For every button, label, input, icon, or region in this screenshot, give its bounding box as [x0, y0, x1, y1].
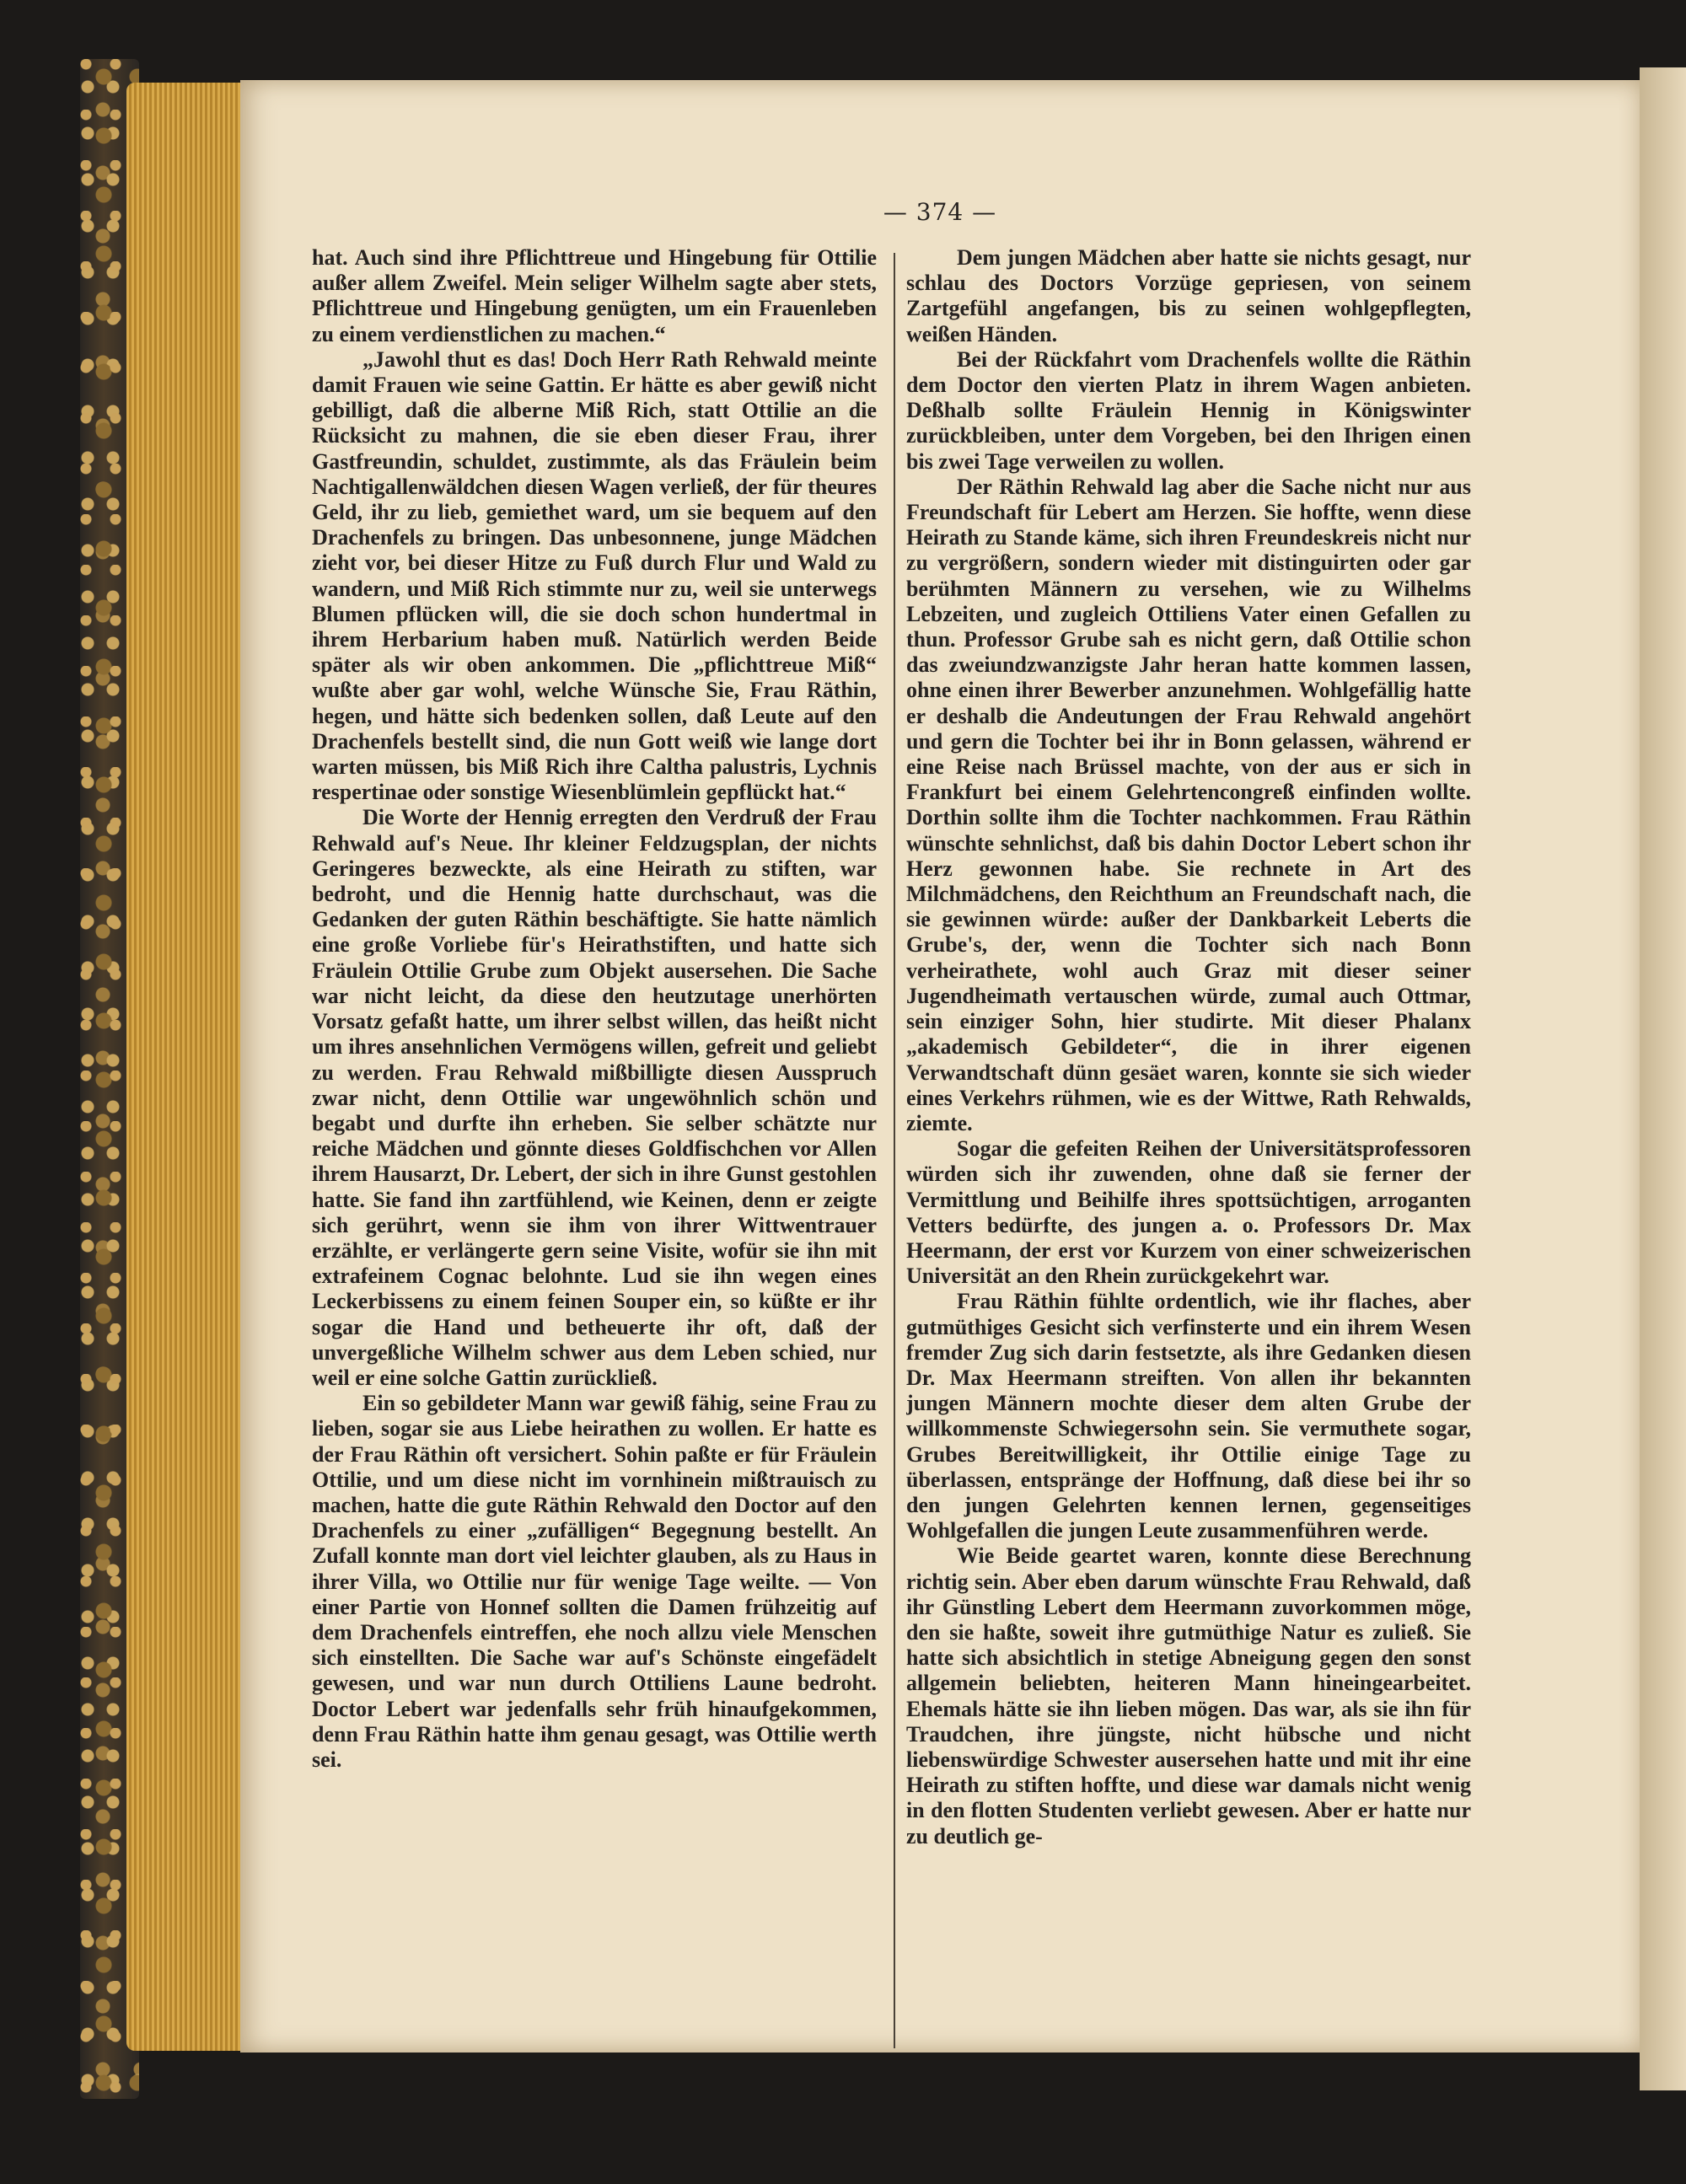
- paragraph: hat. Auch sind ihre Pflichttreue und Hingebung für Ottilie außer allem Zweifel. Mein seliger Wilhelm sagte aber stets, Pflichttreue und Hingebung genügten, um ein Frauenleben zu einem verdienstlichen zu machen.“: [312, 245, 877, 346]
- paragraph: Bei der Rückfahrt vom Drachenfels wollte die Räthin dem Doctor den vierten Platz in ihrem Wagen anbieten. Deßhalb sollte Fräulein Hennig in Königswinter zurückbleiben, unter dem Vorgeben, bei den Ihrigen einen bis zwei Tage verweilen zu wollen.: [906, 346, 1471, 474]
- book-page: [240, 80, 1640, 2053]
- right-text-column: [906, 245, 1471, 2058]
- page-edges: [126, 83, 244, 2051]
- paragraph: Sogar die gefeiten Reihen der Universitätsprofessoren würden sich ihr zuwenden, ohne daß sie ferner der Vermittlung und Beihilfe ihres spottsüchtigen, arroganten Vetters bedürfte, des jungen a. o. Professors Dr. Max Heermann, der erst vor Kurzem von einer schweizerischen Universität an den Rhein zurückgekehrt war.: [906, 1136, 1471, 1289]
- paragraph: Ein so gebildeter Mann war gewiß fähig, seine Frau zu lieben, sogar sie aus Liebe heirathen zu wollen. Er hatte es der Frau Räthin oft versichert. Sohin paßte er für Fräulein Ottilie, und um diese nicht im vornhinein mißtrauisch zu machen, hatte die gute Räthin Rehwald den Doctor auf den Drachenfels zu einer „zufälligen“ Begegnung bestellt. An Zufall konnte man dort viel leichter glauben, als zu Haus in ihrer Villa, wo Ottilie nur für wenige Tage weilte. — Von einer Partie von Honnef sollten die Damen frühzeitig auf dem Drachenfels eintreffen, ehe noch allzu viele Menschen sich einstellten. Die Sache war auf's Schönste eingefädelt gewesen, und war nun durch Ottiliens Laune bedroht. Doctor Lebert war jedenfalls sehr früh hinaufgekommen, denn Frau Räthin hatte ihm genau gesagt, was Ottilie werth sei.: [312, 1391, 877, 1772]
- left-text-column: [312, 245, 877, 2058]
- facing-page-edge: [1640, 67, 1686, 2090]
- paragraph: Der Räthin Rehwald lag aber die Sache nicht nur aus Freundschaft für Lebert am Herzen. Sie hoffte, wenn diese Heirath zu Stande käme, sich ihren Freundeskreis nicht nur zu vergrößern, sondern wieder mit distinguirten oder gar berühmten Männern zu versehen, wie zu Wilhelms Lebzeiten, und zugleich Ottiliens Vater einen Gefallen zu thun. Professor Grube sah es nicht gern, daß Ottilie schon das zweiundzwanzigste Jahr heran hatte kommen lassen, ohne einen ihrer Bewerber anzunehmen. Wohlgefällig hatte er deshalb die Andeutungen der Frau Rehwald angehört und gern die Tochter bei ihr in Bonn gelassen, während er eine Reise nach Brüssel machte, von der aus er sich in Frankfurt bei einem Gelehrtencongreß einfinden wollte. Dorthin sollte ihm die Tochter nachkommen. Frau Räthin wünschte sehnlichst, daß bis dahin Doctor Lebert schon ihr Herz gewonnen habe. Sie rechnete in Art des Milchmädchens, den Reichthum an Freundschaft nach, die sie gewinnen würde: außer der Dankbarkeit Leberts die Grube's, der, wenn die Tochter sich nach Bonn verheirathete, wohl auch Graz mit dieser seiner Jugendheimath vertauschen würde, zumal auch Ottmar, sein einziger Sohn, hier studirte. Mit dieser Phalanx „akademisch Gebildeter“, die in ihrer eigenen Verwandtschaft dünn gesäet waren, konnte sie sich wieder eines Verkehrs rühmen, wie es der Wittwe, Rath Rehwalds, ziemte.: [906, 474, 1471, 1135]
- paragraph: Dem jungen Mädchen aber hatte sie nichts gesagt, nur schlau des Doctors Vorzüge gepriesen, von seinem Zartgefühl angefangen, bis zu seinen wohlgepflegten, weißen Händen.: [906, 245, 1471, 346]
- paragraph: Frau Räthin fühlte ordentlich, wie ihr flaches, aber gutmüthiges Gesicht sich verfinsterte und ein ihrem Wesen fremder Zug sich darin festsetzte, als ihre Gedanken diesen Dr. Max Heermann streiften. Von allen ihr bekannten jungen Männern mochte dieser dem alten Grube der willkommenste Schwiegersohn sein. Sie vermuthete sogar, Grubes Bereitwilligkeit, ihr Ottilie einige Tage zu überlassen, entspränge der Hoffnung, daß diese bei ihr so den jungen Gelehrten kennen lernen, gegenseitiges Wohlgefallen die jungen Leute zusammenführen werde.: [906, 1289, 1471, 1543]
- page-number: — 374 —: [883, 198, 997, 226]
- paragraph: Wie Beide geartet waren, konnte diese Berechnung richtig sein. Aber eben darum wünschte Frau Rehwald, daß ihr Günstling Lebert dem Heermann zuvorkommen möge, den sie haßte, soweit ihre gutmüthige Natur es zuließ. Sie hatte sich absichtlich in stetige Abneigung gegen den sonst allgemein beliebten, heiteren Mann hineingearbeitet. Ehemals hätte sie ihn lieben mögen. Das war, als sie ihn für Traudchen, ihre jüngste, nicht hübsche und nicht liebenswürdige Schwester ausersehen hatte und mit ihr eine Heirath zu stiften hoffte, und diese war damals nicht wenig in den flotten Studenten verliebt gewesen. Aber er hatte nur zu deutlich ge-: [906, 1543, 1471, 1849]
- column-divider: [894, 253, 895, 2048]
- paragraph: Die Worte der Hennig erregten den Verdruß der Frau Rehwald auf's Neue. Ihr kleiner Feldzugsplan, der nichts Geringeres bezweckte, als eine Heirath zu stiften, war bedroht, und die Hennig hatte durchschaut, was die Gedanken der guten Räthin beschäftigte. Sie hatte nämlich eine große Vorliebe für's Heirathstiften, und hatte sich Fräulein Ottilie Grube zum Objekt ausersehen. Die Sache war nicht leicht, da diese den heutzutage unerhörten Vorsatz gefaßt hatte, um ihrer selbst willen, das heißt nicht um ihres ansehnlichen Vermögens willen, gefreit und geliebt zu werden. Frau Rehwald mißbilligte diesen Ausspruch zwar nicht, denn Ottilie war ungewöhnlich schön und begabt und durfte ihn erheben. Sie selber schätzte nur reiche Mädchen und gönnte dieses Goldfischchen vor Allen ihrem Hausarzt, Dr. Lebert, der sich in ihre Gunst gestohlen hatte. Sie fand ihn zartfühlend, wie Keinen, denn er zeigte sich gerührt, wenn sie ihm von ihrer Wittwentrauer erzählte, er verlängerte gern seine Visite, wofür sie ihn mit extrafeinem Cognac belohnte. Lud sie ihn wegen eines Leckerbissens zu einem feinen Souper ein, so küßte er ihr sogar die Hand und betheuerte ihr oft, daß der unvergeßliche Wilhelm schwer aus dem Leben schied, nur weil er eine solche Gattin zurückließ.: [312, 805, 877, 1390]
- paragraph: „Jawohl thut es das! Doch Herr Rath Rehwald meinte damit Frauen wie seine Gattin. Er hätte es aber gewiß nicht gebilligt, daß die alberne Miß Rich, statt Ottilie an die Rücksicht zu mahnen, die sie eben dieser Frau, ihrer Gastfreundin, schuldet, zustimmte, als das Fräulein beim Nachtigallenwäldchen diesen Wagen verließ, der für theures Geld, ihr zu lieb, gemiethet ward, um sie bequem auf den Drachenfels zu bringen. Das unbesonnene, junge Mädchen zieht vor, bei dieser Hitze zu Fuß durch Flur und Wald zu wandern, und Miß Rich stimmte nur zu, weil sie unterwegs Blumen pflücken will, die sie doch schon hundertmal in ihrem Herbarium haben muß. Natürlich werden Beide später als wir oben ankommen. Die „pflichttreue Miß“ wußte aber gar wohl, welche Wünsche Sie, Frau Räthin, hegen, und hätte sich bedenken sollen, daß Leute auf den Drachenfels bestellt sind, die nun Gott weiß wie lange dort warten müssen, bis Miß Rich ihre Caltha palustris, Lychnis respertinae oder sonstige Wiesenblümlein gepflückt hat.“: [312, 346, 877, 805]
